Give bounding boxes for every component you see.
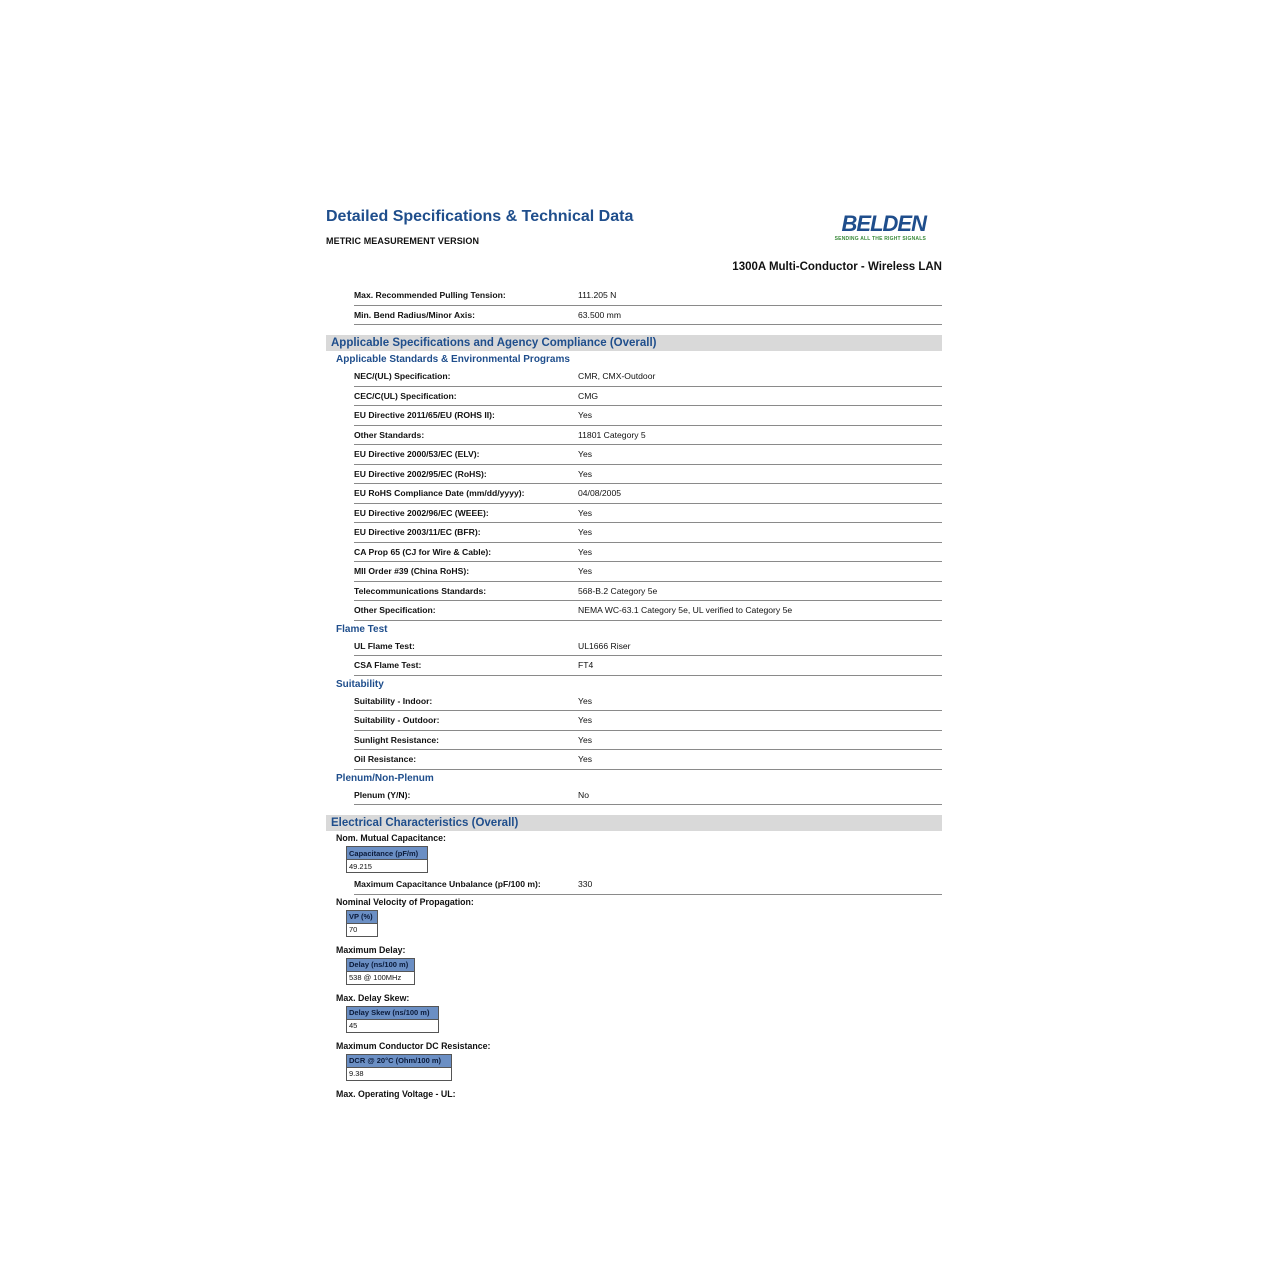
spec-value: No xyxy=(578,789,589,800)
dcr-header: DCR @ 20°C (Ohm/100 m) xyxy=(347,1054,452,1067)
spec-value: 330 xyxy=(578,879,593,890)
spec-label: EU Directive 2003/11/EC (BFR): xyxy=(354,527,481,538)
velocity-table xyxy=(346,910,378,937)
spec-row xyxy=(354,692,942,712)
spec-row xyxy=(354,387,942,407)
spec-label: EU Directive 2002/95/EC (RoHS): xyxy=(354,468,487,479)
logo-word: BELDEN xyxy=(841,211,926,236)
velocity-label: Nominal Velocity of Propagation: xyxy=(336,896,474,907)
spec-label: EU Directive 2011/65/EU (ROHS II): xyxy=(354,410,495,421)
spec-row xyxy=(354,562,942,582)
spec-label: CEC/C(UL) Specification: xyxy=(354,390,457,401)
spec-value: 63.500 mm xyxy=(578,309,621,320)
spec-value: UL1666 Riser xyxy=(578,640,631,651)
spec-label: EU Directive 2002/96/EC (WEEE): xyxy=(354,507,489,518)
spec-value: NEMA WC-63.1 Category 5e, UL verified to Category 5e xyxy=(578,605,793,616)
flame-title: Flame Test xyxy=(336,623,388,635)
spec-value: Yes xyxy=(578,468,593,479)
spec-label: EU Directive 2000/53/EC (ELV): xyxy=(354,449,480,460)
spec-row xyxy=(354,504,942,524)
spec-label: CSA Flame Test: xyxy=(354,660,422,671)
top-rows xyxy=(326,286,942,325)
plenum-title: Plenum/Non-Plenum xyxy=(336,772,434,784)
spec-label: CA Prop 65 (CJ for Wire & Cable): xyxy=(354,546,492,557)
section-applicable-title: Applicable Specifications and Agency Compliance (Overall) xyxy=(326,335,942,351)
spec-label: Min. Bend Radius/Minor Axis: xyxy=(354,309,475,320)
dcr-label: Maximum Conductor DC Resistance: xyxy=(336,1040,491,1051)
delay-header: Delay (ns/100 m) xyxy=(347,958,415,971)
spec-row xyxy=(354,601,942,621)
product-name: 1300A Multi-Conductor - Wireless LAN xyxy=(732,261,942,273)
suitability-title: Suitability xyxy=(336,678,384,690)
page-title: Detailed Specifications & Technical Data xyxy=(326,208,634,225)
velocity-value: 70 xyxy=(347,923,378,936)
spec-value: FT4 xyxy=(578,660,594,671)
standards-title: Applicable Standards & Environmental Programs xyxy=(336,354,570,365)
spec-label: EU RoHS Compliance Date (mm/dd/yyyy): xyxy=(354,488,525,499)
spec-value: Yes xyxy=(578,754,593,765)
capacitance-table xyxy=(346,846,428,873)
spec-label: Telecommunications Standards: xyxy=(354,585,487,596)
spec-row xyxy=(354,731,942,751)
spec-row xyxy=(354,445,942,465)
page-subtitle: METRIC MEASUREMENT VERSION xyxy=(326,236,480,246)
capacitance-value: 49.215 xyxy=(347,860,428,873)
spec-row xyxy=(354,306,942,326)
spec-label: MII Order #39 (China RoHS): xyxy=(354,566,470,577)
spec-row xyxy=(354,523,942,543)
spec-row xyxy=(354,426,942,446)
spec-value: 11801 Category 5 xyxy=(578,429,646,440)
dcr-table xyxy=(346,1054,452,1081)
spec-label: Plenum (Y/N): xyxy=(354,789,411,800)
spec-row xyxy=(354,406,942,426)
section-electrical-title: Electrical Characteristics (Overall) xyxy=(326,815,942,831)
spec-label: Suitability - Outdoor: xyxy=(354,715,440,726)
delay-label: Maximum Delay: xyxy=(336,944,406,955)
spec-row xyxy=(354,484,942,504)
spec-value: CMG xyxy=(578,390,599,401)
spec-row xyxy=(354,286,942,306)
spec-label: Sunlight Resistance: xyxy=(354,734,439,745)
spec-value: Yes xyxy=(578,715,593,726)
spec-value: CMR, CMX-Outdoor xyxy=(578,371,656,382)
spec-label: Oil Resistance: xyxy=(354,754,417,765)
skew-header: Delay Skew (ns/100 m) xyxy=(347,1006,439,1019)
spec-row xyxy=(354,786,942,806)
spec-label: Max. Recommended Pulling Tension: xyxy=(354,290,506,301)
dcr-value: 9.38 xyxy=(347,1067,452,1080)
skew-label: Max. Delay Skew: xyxy=(336,992,410,1003)
spec-label: Other Standards: xyxy=(354,429,425,440)
spec-label: UL Flame Test: xyxy=(354,640,415,651)
spec-value: 04/08/2005 xyxy=(578,488,622,499)
spec-row xyxy=(354,543,942,563)
spec-label: NEC/(UL) Specification: xyxy=(354,371,451,382)
spec-label: Maximum Capacitance Unbalance (pF/100 m): xyxy=(354,879,541,890)
velocity-header: VP (%) xyxy=(347,910,378,923)
spec-value: 568-B.2 Category 5e xyxy=(578,585,658,596)
spec-sheet-page xyxy=(326,205,942,1101)
spec-row xyxy=(354,750,942,770)
spec-row xyxy=(354,637,942,657)
spec-label: Suitability - Indoor: xyxy=(354,695,433,706)
spec-value: Yes xyxy=(578,546,593,557)
capacitance-header: Capacitance (pF/m) xyxy=(347,847,428,860)
spec-row xyxy=(354,656,942,676)
spec-value: 111.205 N xyxy=(578,290,617,301)
belden-logo xyxy=(835,213,926,242)
skew-table xyxy=(346,1006,439,1033)
spec-row xyxy=(354,711,942,731)
voltage-label: Max. Operating Voltage - UL: xyxy=(336,1088,456,1099)
spec-value: Yes xyxy=(578,449,593,460)
skew-value: 45 xyxy=(347,1019,439,1032)
spec-label: Other Specification: xyxy=(354,605,436,616)
standards-rows xyxy=(326,367,942,621)
spec-row xyxy=(354,465,942,485)
spec-value: Yes xyxy=(578,410,593,421)
spec-value: Yes xyxy=(578,566,593,577)
logo-tagline: SENDING ALL THE RIGHT SIGNALS xyxy=(834,236,926,242)
spec-row xyxy=(354,582,942,602)
spec-row xyxy=(354,367,942,387)
spec-value: Yes xyxy=(578,695,593,706)
delay-value: 538 @ 100MHz xyxy=(347,971,415,984)
delay-table xyxy=(346,958,415,985)
spec-value: Yes xyxy=(578,507,593,518)
spec-value: Yes xyxy=(578,527,593,538)
capacitance-label: Nom. Mutual Capacitance: xyxy=(336,833,446,843)
spec-value: Yes xyxy=(578,734,593,745)
spec-row xyxy=(354,875,942,895)
